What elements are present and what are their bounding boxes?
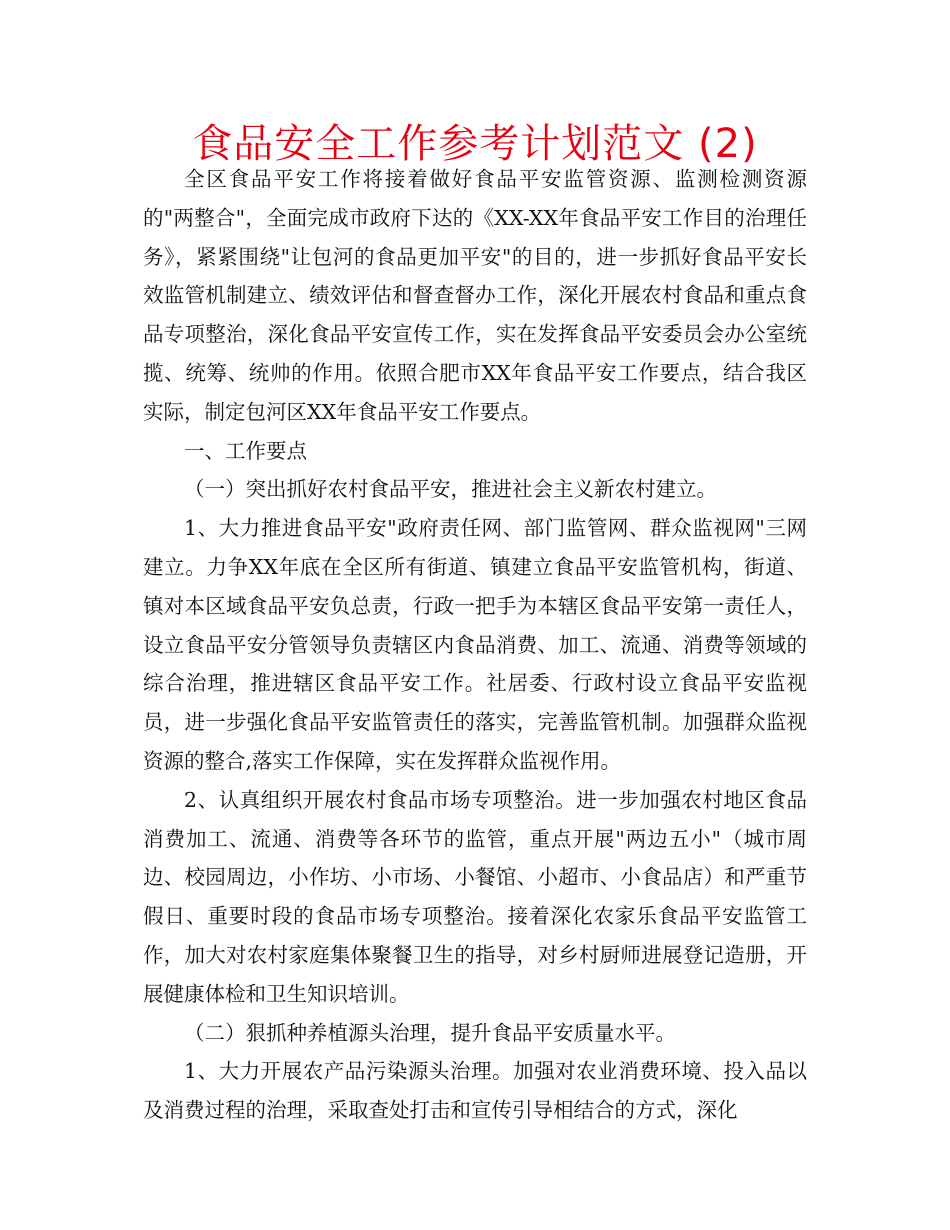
document-title: 食品安全工作参考计划范文 (2) [192, 121, 758, 167]
paragraph-three-networks: 1、大力推进食品平安"政府责任网、部门监管网、群众监视网"三网建立。力争XX年底在全区所有街道、镇建立食品平安监管机构，街道、镇对本区域食品平安负总责，行政一把手为本辖区食品平安第一责任人，设立食品平安分管领导负责辖区内食品消费、加工、流通、消费等领域的综合治理，推进辖区食品平安工作。社居委、行政村设立食品平安监视员，进一步强化食品平安监管责任的落实，完善监管机制。加强群众监视资源的整合,落实工作保障，实在发挥群众监视作用。 [143, 516, 807, 773]
paragraph-rural-market-rectification: 2、认真组织开展农村食品市场专项整治。进一步加强农村地区食品消费加工、流通、消费等各环节的监管，重点开展"两边五小"（城市周边、校园周边，小作坊、小市场、小餐馆、小超市、小食品店）和严重节假日、重要时段的食品市场专项整治。接着深化农家乐食品平安监管工作，加大对农村家庭集体聚餐卫生的指导，对乡村厨师进展登记造册，开展健康体检和卫生知识培训。 [143, 787, 807, 1006]
subsection-heading-rural-food-safety: （一）突出抓好农村食品平安，推进社会主义新农村建立。 [184, 477, 717, 502]
section-heading-work-points: 一、工作要点 [184, 438, 307, 463]
document-body [143, 160, 807, 1130]
paragraph-intro: 全区食品平安工作将接着做好食品平安监管资源、监测检测资源的"两整合"，全面完成市政府下达的《XX-XX年食品平安工作目的治理任务》，紧紧围绕"让包河的食品更加平安"的目的，进一步抓好食品平安长效监管机制建立、绩效评估和督查督办工作，深化开展农村食品和重点食品专项整治，深化食品平安宣传工作，实在发挥食品平安委员会办公室统揽、统筹、统帅的作用。依照合肥市XX年食品平安工作要点，结合我区实际，制定包河区XX年食品平安工作要点。 [143, 167, 807, 424]
subsection-heading-source-control: （二）狠抓种养植源头治理，提升食品平安质量水平。 [184, 1020, 676, 1045]
paragraph-pollution-source-control: 1、大力开展农产品污染源头治理。加强对农业消费环境、投入品以及消费过程的治理，采取查处打击和宣传引导相结合的方式，深化 [143, 1059, 807, 1123]
